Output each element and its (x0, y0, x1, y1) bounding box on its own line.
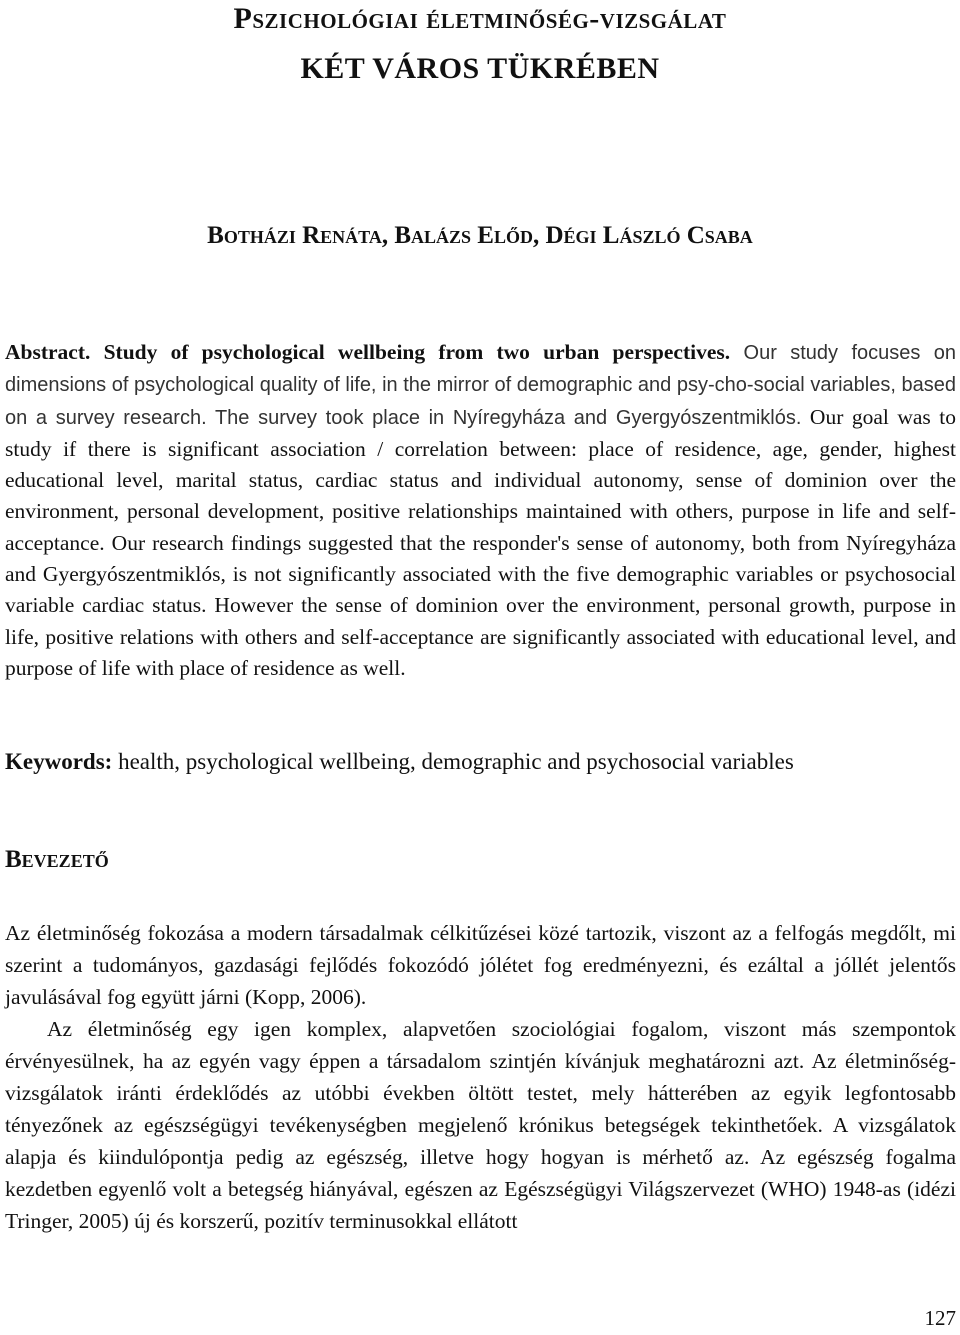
article-title-line-1: Pszichológiai életminőség-vizsgálat (233, 2, 727, 35)
abstract-body: Our goal was to study if there is significant association / correlation between: place of residence, age, gender, highest educational level, marital status, cardiac status and individual autonomy, sense of dominion over the environment, personal development, positive relationships maintained with others, purpose in life and self-acceptance. Our research findings suggested that the responder's sense of autonomy, both from Nyíregyháza and Gyergyószentmiklós, is not significantly associated with the five demographic variables or psychosocial variable cardiac status. However the sense of dominion over the environment, personal growth, purpose in life, positive relations with others and self-acceptance are significantly associated with educational level, and purpose of life with place of residence as well. (5, 404, 956, 680)
intro-body (5, 917, 956, 1237)
intro-paragraph-1: Az életminőség fokozása a modern társadalmak célkitűzései közé tartozik, viszont az a felfogás megdőlt, mi szerint a tudományos, gazdasági fejlődés fokozódó jólétet fog eredményezni, és ezáltal a jóllét jelentős javulásával fog együtt járni (Kopp, 2006). (5, 921, 956, 1009)
page-number: 127 (924, 1306, 956, 1330)
keywords-text: health, psychological wellbeing, demographic and psychosocial variables (112, 749, 794, 774)
abstract (5, 337, 956, 684)
keywords-label: Keywords: (5, 749, 113, 774)
authors: Botházi Renáta, Balázs Előd, Dégi László Csaba (207, 222, 753, 249)
intro-paragraph-2: Az életminőség egy igen komplex, alapvetően szociológiai fogalom, viszont más szempontok érvényesülnek, ha az egyén vagy éppen a társadalom szintjén kívánjuk meghatározni azt. Az életminőség-vizsgálatok iránti érdeklődés az utóbbi években öltött testet, mely hátterében az egyik legfontosabb tényezőnek az egészségügyi tevékenységben megjelenő krónikus betegségek tekinthetőek. A vizsgálatok alapja és kiindulópontja pedig az egészség, illetve hogy hogyan is mérhető az. Az egészség fogalma kezdetben egyenlő volt a betegség hiányával, egészen az Egészségügyi Világszervezet (WHO) 1948-as (idézi Tringer, 2005) új és korszerű, pozitív terminusokkal ellátott (5, 1017, 956, 1233)
abstract-lead: Abstract. Study of psychological wellbeing from two urban perspectives. (5, 340, 731, 364)
keywords (5, 746, 956, 777)
article-title-line-2: KÉT VÁROS TÜKRÉBEN (300, 52, 660, 85)
section-heading: Bevezető (5, 846, 109, 873)
abstract-sans-part: Our study focuses on dimensions of psychological quality of life, in the mirror of demographic and psy-cho-social variables, based on a survey research. The survey took place in Nyíregyháza and Gyergyószentmiklós. (5, 342, 956, 429)
